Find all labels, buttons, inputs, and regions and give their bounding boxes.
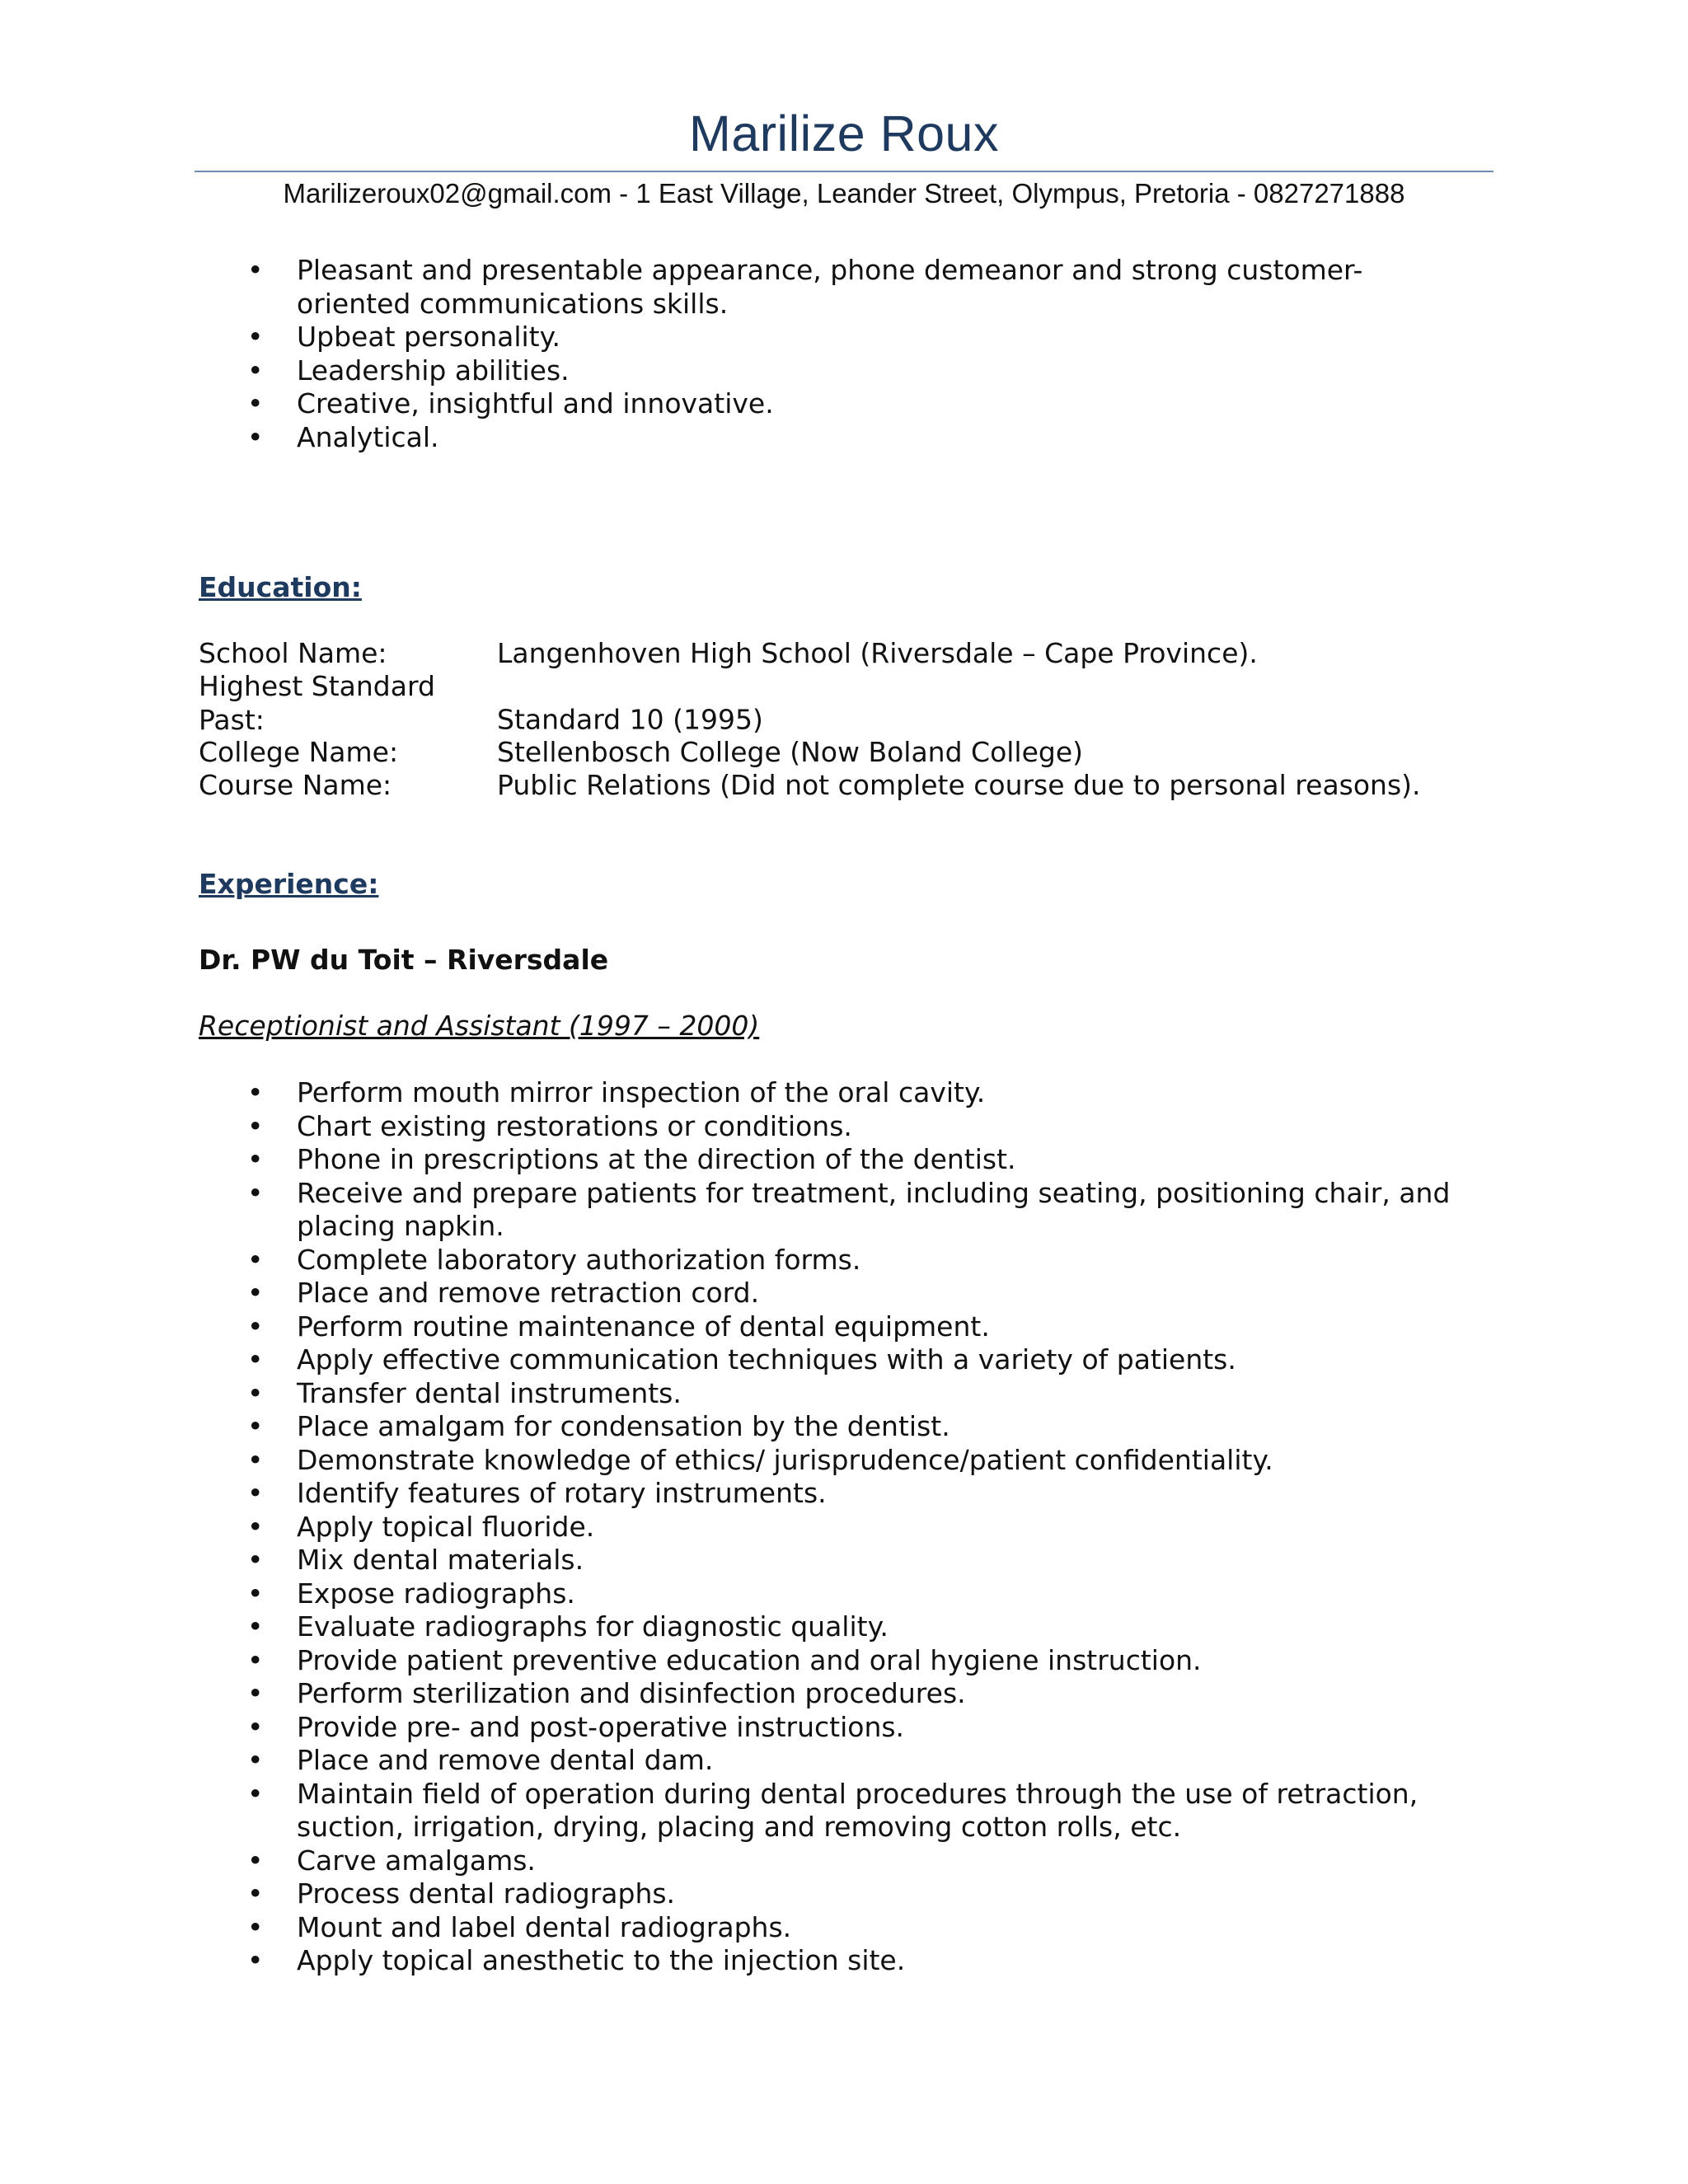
bullet-icon: • [247, 387, 264, 419]
list-item: • Analytical. [247, 420, 439, 453]
list-item: • Evaluate radiographs for diagnostic quality. [247, 1610, 889, 1643]
list-item: • Identify features of rotary instruments. [247, 1477, 827, 1509]
header-divider [195, 171, 1493, 172]
list-item: • Creative, insightful and innovative. [247, 387, 774, 419]
list-item: • Complete laboratory authorization forms. [247, 1243, 861, 1276]
bullet-icon: • [247, 1343, 264, 1376]
list-item: • Perform mouth mirror inspection of the oral cavity. [247, 1076, 986, 1108]
bullet-icon: • [247, 1477, 264, 1509]
bullet-icon: • [247, 1944, 264, 1976]
bullet-icon: • [247, 1710, 264, 1743]
candidate-name: Marilize Roux [689, 105, 999, 162]
list-item: • Carve amalgams. [247, 1844, 536, 1877]
bullet-icon: • [247, 1109, 264, 1142]
bullet-icon: • [247, 254, 264, 286]
school-label: School Name: [199, 637, 387, 669]
job-role: Receptionist and Assistant (1997 – 2000) [199, 1010, 760, 1042]
list-item: • Demonstrate knowledge of ethics/ jurisprudence/patient confidentiality. [247, 1443, 1273, 1476]
list-item: • Place amalgam for condensation by the dentist. [247, 1410, 950, 1442]
contact-line: Marilizeroux02@gmail.com - 1 East Village, Leander Street, Olympus, Pretoria - 0827271888 [283, 178, 1405, 209]
bullet-icon: • [247, 321, 264, 353]
college-value: Stellenbosch College (Now Boland College) [497, 736, 1084, 768]
list-item: • Provide pre- and post-operative instructions. [247, 1710, 905, 1743]
list-item: • Perform routine maintenance of dental equipment. [247, 1310, 990, 1343]
bullet-icon: • [247, 1076, 264, 1108]
bullet-icon: • [247, 420, 264, 453]
list-item: • Provide patient preventive education and oral hygiene instruction. [247, 1643, 1202, 1676]
list-item: • Process dental radiographs. [247, 1877, 676, 1910]
bullet-icon: • [247, 1844, 264, 1877]
school-row [199, 637, 1258, 671]
bullet-icon: • [247, 1243, 264, 1276]
bullet-icon: • [247, 1310, 264, 1343]
list-item: • Receive and prepare patients for treatment, including seating, positioning chair, and placing napkin. [247, 1176, 1451, 1242]
bullet-icon: • [247, 1277, 264, 1309]
bullet-icon: • [247, 1677, 264, 1709]
school-value: Langenhoven High School (Riversdale – Cape Province). [497, 637, 1258, 669]
experience-heading: Experience: [199, 868, 379, 900]
standard-value: Standard 10 (1995) [497, 703, 763, 736]
list-item: • Leadership abilities. [247, 354, 570, 387]
standard-row [199, 670, 763, 737]
bullet-icon: • [247, 1544, 264, 1576]
employer-name: Dr. PW du Toit – Riversdale [199, 944, 609, 976]
list-item: • Pleasant and presentable appearance, phone demeanor and strong customer-oriented communications skills. [247, 254, 1363, 320]
list-item: • Expose radiographs. [247, 1577, 575, 1610]
list-item: • Chart existing restorations or conditions. [247, 1109, 852, 1142]
bullet-icon: • [247, 1376, 264, 1409]
bullet-icon: • [247, 1410, 264, 1442]
list-item: • Apply topical fluoride. [247, 1510, 595, 1543]
bullet-icon: • [247, 1777, 264, 1810]
college-row [199, 736, 1083, 770]
bullet-icon: • [247, 1443, 264, 1476]
list-item: • Transfer dental instruments. [247, 1376, 682, 1409]
bullet-icon: • [247, 354, 264, 387]
course-label: Course Name: [199, 769, 392, 801]
course-value: Public Relations (Did not complete course due to personal reasons). [497, 769, 1421, 801]
bullet-icon: • [247, 1610, 264, 1643]
list-item: • Place and remove dental dam. [247, 1744, 714, 1776]
standard-label: Highest Standard Past: [199, 670, 435, 736]
bullet-icon: • [247, 1510, 264, 1543]
bullet-icon: • [247, 1577, 264, 1610]
bullet-icon: • [247, 1143, 264, 1175]
list-item: • Phone in prescriptions at the direction of the dentist. [247, 1143, 1016, 1175]
bullet-icon: • [247, 1877, 264, 1910]
list-item: • Mix dental materials. [247, 1544, 584, 1576]
list-item: • Perform sterilization and disinfection procedures. [247, 1677, 966, 1709]
college-label: College Name: [199, 736, 399, 768]
list-item: • Upbeat personality. [247, 321, 560, 353]
list-item: • Mount and label dental radiographs. [247, 1910, 792, 1943]
course-row [199, 769, 1421, 803]
list-item: • Maintain field of operation during dental procedures through the use of retraction, suction, irrigation, drying, placing and removing cotton rolls, etc. [247, 1777, 1418, 1843]
list-item: • Apply effective communication techniques with a variety of patients. [247, 1343, 1236, 1376]
education-heading: Education: [199, 571, 362, 603]
bullet-icon: • [247, 1910, 264, 1943]
bullet-icon: • [247, 1176, 264, 1209]
bullet-icon: • [247, 1744, 264, 1776]
list-item: • Apply topical anesthetic to the injection site. [247, 1944, 906, 1976]
duties-list [0, 1076, 1451, 1978]
skills-list [0, 254, 1451, 454]
list-item: • Place and remove retraction cord. [247, 1277, 760, 1309]
bullet-icon: • [247, 1643, 264, 1676]
